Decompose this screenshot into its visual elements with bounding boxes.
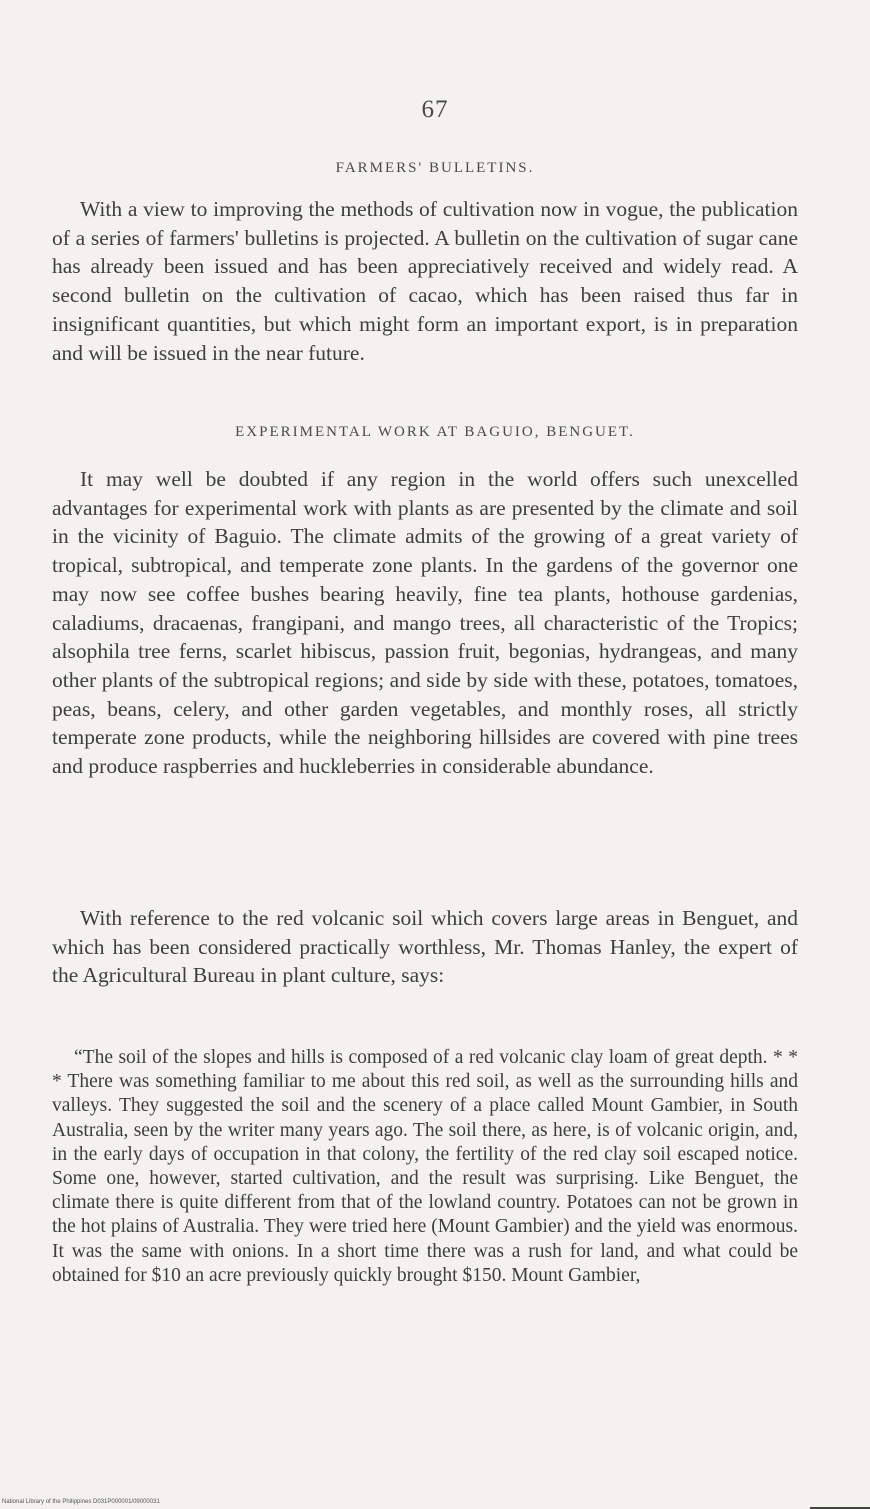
quote-hanley: “The soil of the slopes and hills is composed of a red volcanic clay loam of great depth. * * * There was something familiar to me about this red soil, as well as the surrounding hills and valleys. They suggested the soil and the scenery of a place called Mount Gambier, in South Australia, seen by the writer many years ago. The soil there, as here, is of volcanic origin, and, in the early days of occupation in that colony, the fertility of the red clay soil escaped notice. Some one, however, started cultivation, and the result was surprising. Like Benguet, the climate there is quite different from that of the lowland country. Potatoes can not be grown in the hot plains of Australia. They were tried here (Mount Gambier) and the yield was enormous. It was the same with onions. In a short time there was a rush for land, and what could be obtained for $10 an acre previously quickly brought $150. Mount Gambier, <box>52 1047 798 1286</box>
section-heading-experimental-work: EXPERIMENTAL WORK AT BAGUIO, BENGUET. <box>235 424 635 440</box>
paragraph-experimental-work: It may well be doubted if any region in the world offers such unexcelled advantages for experimental work with plants as are presented by the climate and soil in the vicinity of Baguio. The climate admits of the growing of a great variety of tropical, subtropical, and temperate zone plants. In the gardens of the governor one may now see coffee bushes bearing heavily, fine tea plants, hothouse gardenias, caladiums, dracaenas, frangipani, and mango trees, all characteristic of the Tropics; alsophila tree ferns, scarlet hibiscus, passion fruit, begonias, hydrangeas, and many other plants of the subtropical regions; and side by side with these, potatoes, tomatoes, peas, beans, celery, and other garden vegetables, and monthly roses, all strictly temperate zone products, while the neighboring hillsides are covered with pine trees and produce raspberries and huckleberries in considerable abundance. <box>52 467 798 779</box>
page-number: 67 <box>421 96 449 123</box>
footer-credit: National Library of the Philippines D031P000001/09000031 <box>2 1499 160 1505</box>
paragraph-farmers-bulletins: With a view to improving the methods of cultivation now in vogue, the publication of a series of farmers' bulletins is projected. A bulletin on the cultivation of sugar cane has already been issued and has been appreciatively received and widely read. A second bulletin on the cultivation of cacao, which has been raised thus far in insignificant quantities, but which might form an important export, is in preparation and will be issued in the near future. <box>52 197 798 365</box>
paragraph-red-volcanic-soil: With reference to the red volcanic soil which covers large areas in Benguet, and which has been considered practically worthless, Mr. Thomas Hanley, the expert of the Agricultural Bureau in plant culture, says: <box>52 906 798 988</box>
section-heading-farmers-bulletins: FARMERS' BULLETINS. <box>335 160 535 176</box>
